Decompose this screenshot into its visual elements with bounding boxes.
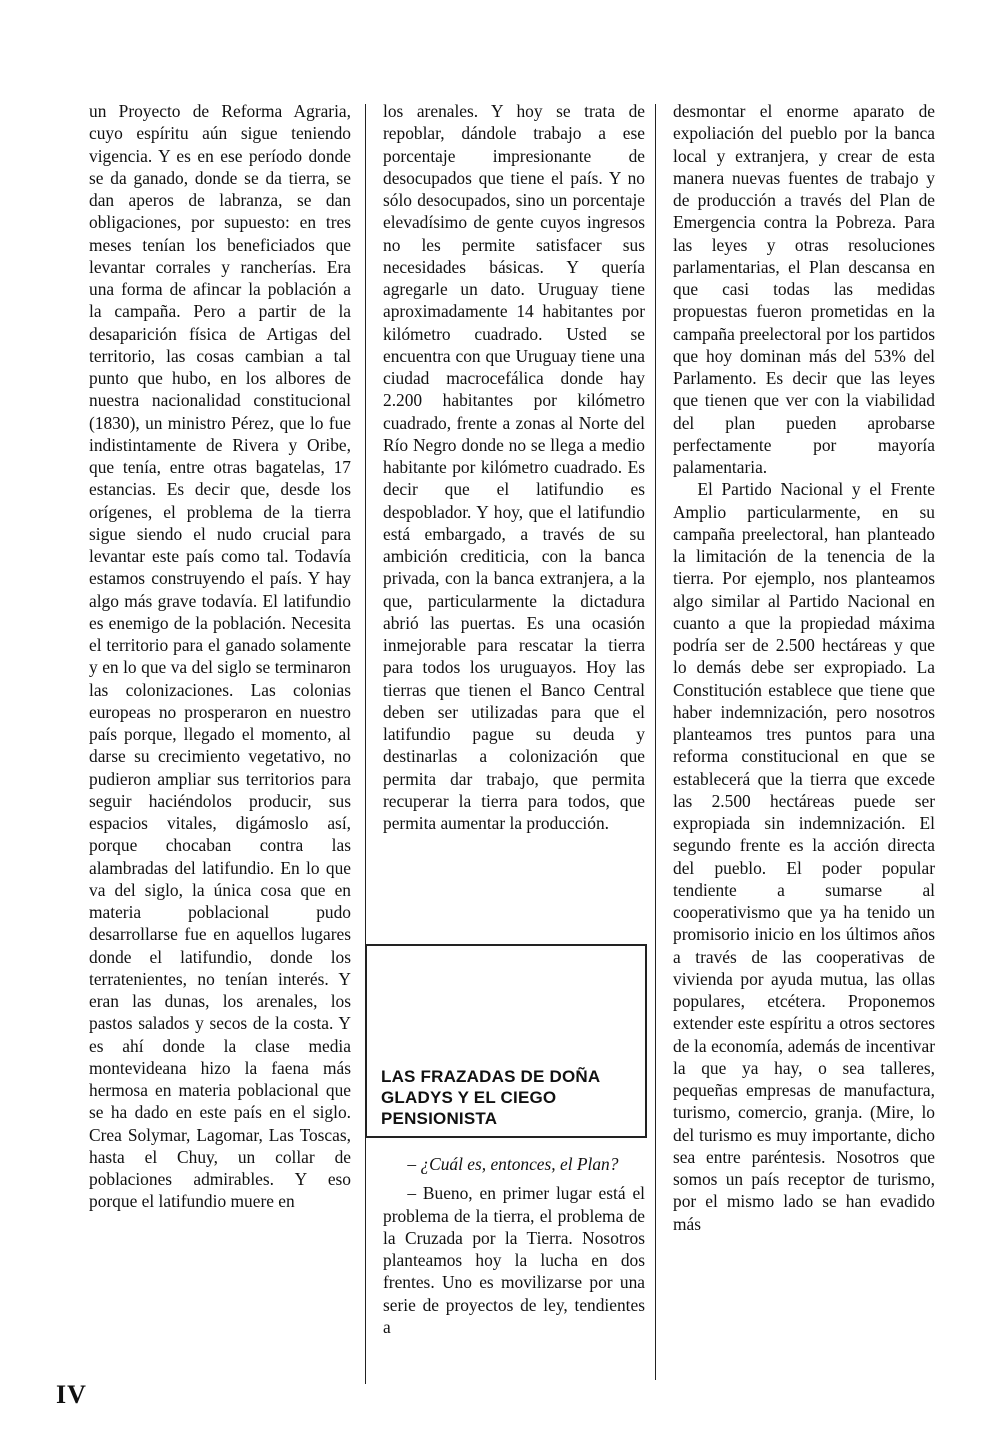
section-heading-box [365,944,647,1138]
text-column-2 [383,100,645,834]
column-3-paragraph-1: desmontar el enorme aparato de expoliación del pueblo por la banca local y extranjera, y crear de esta manera nuevas fuentes de trabajo y de producción a través del Plan de Emergencia contra la Pobreza. Para las leyes y otras resoluciones parlamentarias, el Plan descansa en que casi todas las medidas propuestas fueron prometidas en la campaña preelectoral por los partidos que hoy dominan más del 53% del Parlamento. Es decir que las leyes que tienen que ver con la viabilidad del plan pueden aprobarse perfectamente por mayoría palamentaria. [673,101,935,477]
column-2-paragraph: los arenales. Y hoy se trata de repoblar, dándole trabajo a ese porcentaje impresionante de desocupados que tiene el país. Y no sólo desocupados, sino un porcentaje elevadísimo de gente cuyos ingresos no les permite satisfacer sus necesidades básicas. Y quería agregarle un dato. Uruguay tiene aproximadamente 14 habitantes por kilómetro cuadrado. Usted se encuentra con que Uruguay tiene una ciudad macrocefálica donde hay 2.200 habitantes por kilómetro cuadrado, frente a zonas al Norte del Río Negro donde no se llega a medio habitante por kilómetro cuadrado. Es decir que el latifundio es despoblador. Y hoy, que el latifundio está embargado, a través de su ambición crediticia, con la banca privada, con la banca extranjera, a la que, particularmente la dictadura abrió las puertas. Es una ocasión inmejorable para rescatar la tierra para todos los uruguayos. Hoy las tierras que tienen el Banco Central deben ser utilizadas para que el latifundio pague su deuda y destinarlas a colonización que permita dar trabajo, que permita recuperar la tierra para todos, que permita aumentar la producción. [383,101,645,833]
interview-answer: – Bueno, en primer lugar está el problema de la tierra, el problema de la Cruzada por la Tierra. Nosotros planteamos hoy la lucha en dos frentes. Uno es movilizarse por una serie de proyectos de ley, tendientes a [383,1183,645,1337]
page-number: IV [56,1380,87,1409]
text-column-3 [673,100,935,1235]
interview-question: – ¿Cuál es, entonces, el Plan? [407,1154,619,1174]
column-1-paragraph: un Proyecto de Reforma Agraria, cuyo espíritu aún sigue teniendo vigencia. Y es en ese período donde se da ganado, donde se da tierra, se dan aperos de labranza, se dan obligaciones, por supuesto: en tres meses tenían los beneficiados que levantar corrales y rancherías. Era una forma de afincar la población a la campaña. Pero a partir de la desaparición física de Artigas del territorio, las cosas cambian a tal punto que hubo, en los albores de nuestra nacionalidad constitucional (1830), un ministro Pérez, que lo fue indistintamente de Rivera y Oribe, que tenía, entre otras bagatelas, 17 estancias. Es decir que, desde los orígenes, el problema de la tierra sigue siendo el nudo crucial para levantar este país como tal. Todavía estamos construyendo el país. Y hay algo más grave todavía. El latifundio es enemigo de la población. Necesita el territorio para el ganado solamente y en lo que va del siglo se terminaron las colonizaciones. Las colonias europeas no prosperaron en nuestro país porque, llegado el momento, al darse su crecimiento vegetativo, no pudieron ampliar sus territorios para seguir haciéndolos producir, sus espacios vitales, digámoslo así, porque chocaban contra las alambradas del latifundio. En lo que va del siglo, la única cosa que en materia poblacional pudo desarrollarse fue en aquellos lugares donde el latifundio, donde los terratenientes, no tenían interés. Y eran las dunas, los arenales, los pastos salados y secos de la costa. Y es ahí donde la clase media montevideana hizo la faena más hermosa en materia poblacional que se ha dado en este país en el siglo. Crea Solymar, Lagomar, Las Toscas, hasta el Chuy, un collar de poblaciones admirables. Y eso porque el latifundio muere en [89,101,351,1212]
column-3-paragraph-2: El Partido Nacional y el Frente Amplio particularmente, en su campaña preelectoral, han planteado la limitación de la tenencia de la tierra. Por ejemplo, nos planteamos algo similar al Partido Nacional en cuanto a que la propiedad máxima podría ser de 2.500 hectáreas y que lo demás debe ser expropiado. La Constitución establece que tiene que haber indemnización, pero nosotros planteamos tres puntos para una reforma constitucional en que se establecerá que la tierra que excede las 2.500 hectáreas puede ser expropiada sin indemnización. El segundo frente es la acción directa del pueblo. El poder popular tendiente a sumarse al cooperativismo que ya ha tenido un promisorio inicio en los últimos años a través de las cooperativas de vivienda por ayuda mutua, las ollas populares, etcétera. Proponemos extender este espíritu a otros sectores de la economía, además de incentivar la que ya hay, o sea talleres, pequeñas empresas de manufactura, turismo, comercio, granja. (Mire, lo del turismo es muy importante, dicho sea entre paréntesis. Nosotros que somos un país receptor de turismo, por el mismo lado se han evadido más [673,479,935,1234]
column-rule-1 [365,104,366,1384]
column-rule-2 [655,104,656,1380]
interview-text [383,1153,645,1345]
section-heading: LAS FRAZADAS DE DOÑA GLADYS Y EL CIEGO PENSIONISTA [381,1067,600,1128]
text-column-1 [89,100,351,1213]
